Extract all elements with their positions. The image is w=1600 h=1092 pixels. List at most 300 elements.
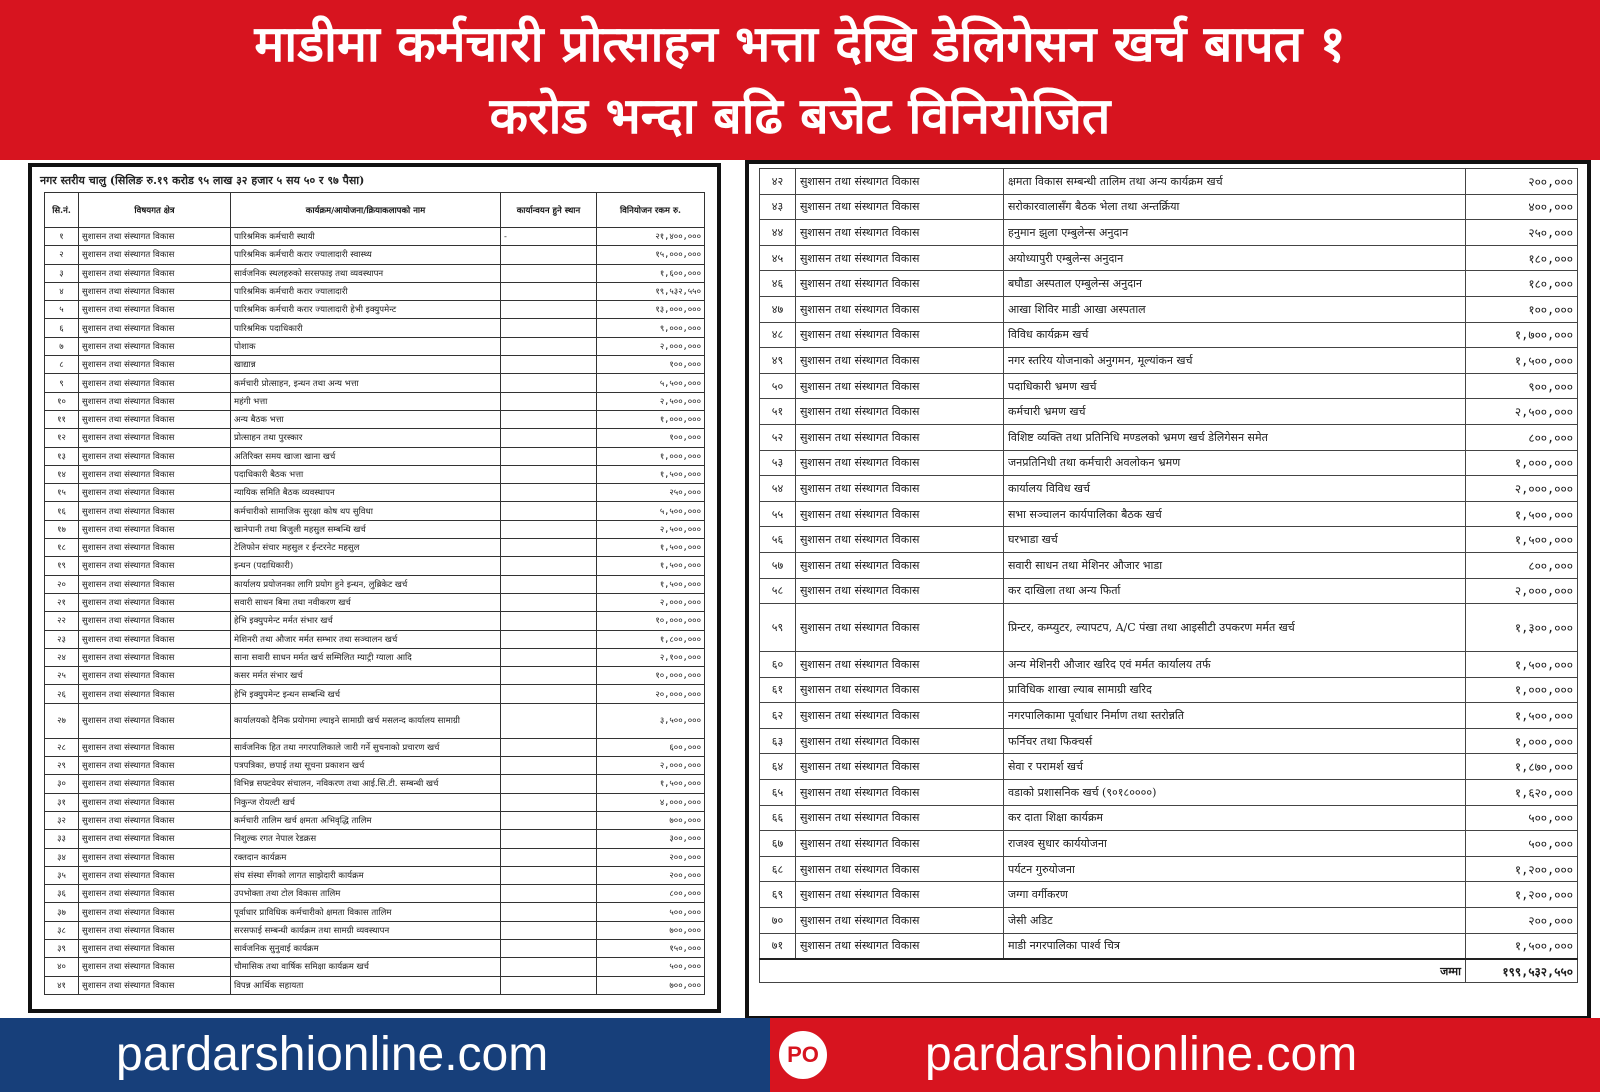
- row-program-name: कार्यालयको दैनिक प्रयोगमा ल्याइने सामाग्री खर्च मसलन्द कार्यालय सामाग्री: [231, 703, 501, 738]
- table-row: [45, 264, 705, 282]
- table-row: [45, 319, 705, 337]
- row-place: [501, 830, 597, 848]
- table-row: [45, 793, 705, 811]
- row-program-name: सार्वजनिक स्थलहरुको सरसफाइ तथा व्यवस्थापन: [231, 264, 501, 282]
- table-row: [45, 939, 705, 957]
- row-program-name: राजश्व सुधार कार्ययोजना: [1004, 831, 1466, 857]
- table-row: [760, 424, 1578, 450]
- row-number: ४८: [760, 322, 796, 348]
- row-sector: सुशासन तथा संस्थागत विकास: [796, 220, 1004, 246]
- row-number: ३०: [45, 775, 79, 793]
- table-row: [760, 703, 1578, 729]
- row-number: ४३: [760, 194, 796, 220]
- row-program-name: जेसी अडिट: [1004, 908, 1466, 934]
- table-row: [45, 539, 705, 557]
- row-amount: ८००,०००: [1466, 424, 1578, 450]
- headline-banner: [0, 0, 1600, 160]
- row-program-name: कर्मचारी तालिम खर्च क्षमता अभिवृद्धि तालिम: [231, 811, 501, 829]
- row-program-name: क्षमता विकास सम्बन्धी तालिम तथा अन्य कार्यक्रम खर्च: [1004, 169, 1466, 195]
- row-program-name: बघौडा अस्पताल एम्बुलेन्स अनुदान: [1004, 271, 1466, 297]
- table-row: [760, 552, 1578, 578]
- row-number: ५५: [760, 501, 796, 527]
- row-program-name: कर दाता शिक्षा कार्यक्रम: [1004, 805, 1466, 831]
- row-sector: सुशासन तथा संस्थागत विकास: [79, 921, 231, 939]
- row-sector: सुशासन तथा संस्थागत विकास: [79, 520, 231, 538]
- row-program-name: जनप्रतिनिधी तथा कर्मचारी अवलोकन भ्रमण: [1004, 450, 1466, 476]
- row-program-name: संघ संस्था सँगको लागत साझेदारी कार्यक्रम: [231, 866, 501, 884]
- row-amount: १००,०००: [597, 356, 705, 374]
- table-row: [45, 484, 705, 502]
- row-program-name: इन्धन (पदाधिकारी): [231, 557, 501, 575]
- row-place: [501, 246, 597, 264]
- row-amount: २,०००,०००: [597, 337, 705, 355]
- row-program-name: प्रोत्साहन तथा पुरस्कार: [231, 429, 501, 447]
- row-sector: सुशासन तथा संस्थागत विकास: [79, 465, 231, 483]
- table-row: [45, 557, 705, 575]
- row-number: ३३: [45, 830, 79, 848]
- table-row: [45, 738, 705, 756]
- row-sector: सुशासन तथा संस्थागत विकास: [796, 194, 1004, 220]
- row-amount: १,०००,०००: [597, 410, 705, 428]
- total-amount: १९९,५३२,५५०: [1466, 959, 1578, 983]
- table-row: [760, 831, 1578, 857]
- row-number: ५१: [760, 399, 796, 425]
- website-url[interactable]: pardarshionline.com: [116, 1028, 549, 1081]
- table-row: [760, 501, 1578, 527]
- row-program-name: कर्मचारी प्रोत्साहन, इन्धन तथा अन्य भत्ता: [231, 374, 501, 392]
- row-sector: सुशासन तथा संस्थागत विकास: [796, 604, 1004, 652]
- row-amount: २,५००,०००: [1466, 399, 1578, 425]
- row-sector: सुशासन तथा संस्थागत विकास: [79, 282, 231, 300]
- table-row: [760, 169, 1578, 195]
- row-amount: १,२००,०००: [1466, 856, 1578, 882]
- row-sector: सुशासन तथा संस्थागत विकास: [79, 356, 231, 374]
- row-program-name: निकुन्ज रोयल्टी खर्च: [231, 793, 501, 811]
- row-amount: २,०००,०००: [597, 593, 705, 611]
- row-amount: १,५००,०००: [1466, 703, 1578, 729]
- row-sector: सुशासन तथा संस्थागत विकास: [796, 882, 1004, 908]
- row-number: ५८: [760, 578, 796, 604]
- row-amount: २००,०००: [1466, 169, 1578, 195]
- row-number: १६: [45, 502, 79, 520]
- row-number: १३: [45, 447, 79, 465]
- table-row: [45, 630, 705, 648]
- budget-table-left: [44, 192, 705, 995]
- row-place: [501, 374, 597, 392]
- row-sector: सुशासन तथा संस्थागत विकास: [79, 502, 231, 520]
- row-number: ४४: [760, 220, 796, 246]
- table-row: [45, 976, 705, 994]
- row-number: ४६: [760, 271, 796, 297]
- row-amount: १,२००,०००: [1466, 882, 1578, 908]
- row-program-name: पारिश्रमिक पदाधिकारी: [231, 319, 501, 337]
- table-header-row: [45, 193, 705, 228]
- row-program-name: वडाको प्रशासनिक खर्च (९०१८००००): [1004, 780, 1466, 806]
- row-sector: सुशासन तथा संस्थागत विकास: [796, 703, 1004, 729]
- row-amount: ३००,०००: [597, 830, 705, 848]
- row-place: [501, 866, 597, 884]
- row-program-name: अतिरिक्त समय खाजा खाना खर्च: [231, 447, 501, 465]
- row-sector: सुशासन तथा संस्थागत विकास: [79, 685, 231, 703]
- row-sector: सुशासन तथा संस्थागत विकास: [796, 296, 1004, 322]
- row-amount: २५०,०००: [597, 484, 705, 502]
- row-program-name: प्रिन्टर, कम्प्युटर, ल्यापटप, A/C पंखा तथा आइसीटी उपकरण मर्मत खर्च: [1004, 604, 1466, 652]
- row-sector: सुशासन तथा संस्थागत विकास: [796, 677, 1004, 703]
- row-amount: २,०००,०००: [1466, 578, 1578, 604]
- row-sector: सुशासन तथा संस्थागत विकास: [79, 575, 231, 593]
- column-header-sn: सि.नं.: [45, 193, 79, 228]
- table-row: [760, 882, 1578, 908]
- row-program-name: खानेपानी तथा बिजुली महसुल सम्बन्धि खर्च: [231, 520, 501, 538]
- row-number: ११: [45, 410, 79, 428]
- table-row: [45, 246, 705, 264]
- row-amount: २००,०००: [1466, 908, 1578, 934]
- table-row: [45, 612, 705, 630]
- table-row: [760, 194, 1578, 220]
- website-url[interactable]: pardarshionline.com: [925, 1028, 1358, 1081]
- table-row: [45, 282, 705, 300]
- row-number: ३७: [45, 903, 79, 921]
- row-number: ७०: [760, 908, 796, 934]
- table-row: [45, 648, 705, 666]
- row-sector: सुशासन तथा संस्थागत विकास: [796, 169, 1004, 195]
- headline: [0, 8, 1600, 152]
- row-number: २४: [45, 648, 79, 666]
- table-row: [760, 677, 1578, 703]
- row-amount: १,५००,०००: [1466, 501, 1578, 527]
- row-number: ३६: [45, 885, 79, 903]
- row-sector: सुशासन तथा संस्थागत विकास: [79, 228, 231, 246]
- footer-right: [770, 1018, 1600, 1092]
- budget-document-right: [745, 160, 1591, 1020]
- row-amount: १,०००,०००: [1466, 728, 1578, 754]
- table-row: [45, 667, 705, 685]
- row-amount: ५,५००,०००: [597, 374, 705, 392]
- row-sector: सुशासन तथा संस्थागत विकास: [79, 703, 231, 738]
- row-sector: सुशासन तथा संस्थागत विकास: [796, 578, 1004, 604]
- table-row: [45, 757, 705, 775]
- row-number: ४: [45, 282, 79, 300]
- row-place: [501, 502, 597, 520]
- row-program-name: पारिश्रमिक कर्मचारी करार ज्यालादारी हेभी इक्युपमेन्ट: [231, 301, 501, 319]
- table-row: [760, 856, 1578, 882]
- row-program-name: हनुमान झुला एम्बुलेन्स अनुदान: [1004, 220, 1466, 246]
- row-amount: १००,०००: [1466, 296, 1578, 322]
- row-amount: २,५००,०००: [597, 392, 705, 410]
- row-amount: ५००,०००: [1466, 805, 1578, 831]
- column-header-place: कार्यान्वयन हुने स्थान: [501, 193, 597, 228]
- table-row: [760, 908, 1578, 934]
- row-sector: सुशासन तथा संस्थागत विकास: [79, 593, 231, 611]
- table-body-right: [760, 169, 1578, 960]
- table-row: [760, 245, 1578, 271]
- row-program-name: विभिन्न सफ्टवेयर संचालन, नविकरण तथा आई.सि.टी. सम्बन्धी खर्च: [231, 775, 501, 793]
- row-place: [501, 575, 597, 593]
- row-program-name: हेभि इक्युपमेन्ट इन्धन सम्बन्धि खर्च: [231, 685, 501, 703]
- row-program-name: विविध कार्यक्रम खर्च: [1004, 322, 1466, 348]
- row-place: [501, 976, 597, 994]
- row-sector: सुशासन तथा संस्थागत विकास: [79, 830, 231, 848]
- row-place: [501, 939, 597, 957]
- table-row: [45, 301, 705, 319]
- column-header-sector: विषयगत क्षेत्र: [79, 193, 231, 228]
- row-place: [501, 410, 597, 428]
- row-sector: सुशासन तथा संस्थागत विकास: [79, 958, 231, 976]
- row-program-name: फर्निचर तथा फिक्चर्स: [1004, 728, 1466, 754]
- table-row: [45, 447, 705, 465]
- table-row: [45, 775, 705, 793]
- row-sector: सुशासन तथा संस्थागत विकास: [79, 811, 231, 829]
- row-program-name: निशुल्क रगत नेपाल रेडक्रस: [231, 830, 501, 848]
- row-sector: सुशासन तथा संस्थागत विकास: [796, 831, 1004, 857]
- row-program-name: घरभाडा खर्च: [1004, 527, 1466, 553]
- row-amount: १,५००,०००: [597, 775, 705, 793]
- row-sector: सुशासन तथा संस्थागत विकास: [79, 429, 231, 447]
- table-row: [45, 502, 705, 520]
- row-number: ६१: [760, 677, 796, 703]
- table-row: [45, 337, 705, 355]
- row-sector: सुशासन तथा संस्थागत विकास: [79, 374, 231, 392]
- row-amount: १५०,०००: [597, 939, 705, 957]
- row-amount: ५००,०००: [1466, 831, 1578, 857]
- row-number: ६२: [760, 703, 796, 729]
- row-sector: सुशासन तथा संस्थागत विकास: [79, 301, 231, 319]
- table-row: [760, 754, 1578, 780]
- document-heading: नगर स्तरीय चालु (सिलिङ रु.१९ करोड ९५ लाख ३२ हजार ५ सय ५० र ९७ पैसा): [40, 174, 365, 187]
- row-sector: सुशासन तथा संस्थागत विकास: [79, 539, 231, 557]
- row-sector: सुशासन तथा संस्थागत विकास: [796, 424, 1004, 450]
- row-amount: १,०००,०००: [1466, 450, 1578, 476]
- row-amount: ९००,०००: [1466, 373, 1578, 399]
- table-row: [45, 685, 705, 703]
- row-number: १७: [45, 520, 79, 538]
- row-place: -: [501, 228, 597, 246]
- row-number: ५७: [760, 552, 796, 578]
- row-number: ५०: [760, 373, 796, 399]
- row-number: ३: [45, 264, 79, 282]
- row-sector: सुशासन तथा संस्थागत विकास: [79, 337, 231, 355]
- row-program-name: चौमासिक तथा वार्षिक समिक्षा कार्यक्रम खर्च: [231, 958, 501, 976]
- table-row: [760, 220, 1578, 246]
- table-row: [45, 356, 705, 374]
- row-number: ७: [45, 337, 79, 355]
- row-number: १२: [45, 429, 79, 447]
- row-amount: २,०००,०००: [597, 757, 705, 775]
- budget-table-right: [759, 168, 1578, 983]
- table-row: [45, 465, 705, 483]
- row-number: ५२: [760, 424, 796, 450]
- headline-line-2: करोड भन्दा बढि बजेट विनियोजित: [489, 87, 1111, 145]
- table-row: [45, 429, 705, 447]
- row-amount: २०,०००,०००: [597, 685, 705, 703]
- row-program-name: सभा सञ्चालन कार्यपालिका बैठक खर्च: [1004, 501, 1466, 527]
- row-program-name: माडी नगरपालिका पार्श्व चित्र: [1004, 933, 1466, 959]
- row-program-name: पत्रपत्रिका, छपाई तथा सूचना प्रकाशन खर्च: [231, 757, 501, 775]
- row-amount: १,५००,०००: [1466, 933, 1578, 959]
- row-place: [501, 903, 597, 921]
- row-sector: सुशासन तथा संस्थागत विकास: [79, 793, 231, 811]
- row-sector: सुशासन तथा संस्थागत विकास: [796, 856, 1004, 882]
- row-amount: १०,०००,०००: [597, 612, 705, 630]
- row-amount: १,५००,०००: [597, 575, 705, 593]
- row-place: [501, 667, 597, 685]
- row-number: ६: [45, 319, 79, 337]
- row-program-name: न्यायिक समिति बैठक व्यवस्थापन: [231, 484, 501, 502]
- row-place: [501, 630, 597, 648]
- row-program-name: पदाधिकारी बैठक भत्ता: [231, 465, 501, 483]
- row-amount: ४,०००,०००: [597, 793, 705, 811]
- table-row: [760, 527, 1578, 553]
- table-row: [45, 848, 705, 866]
- row-amount: ६००,०००: [597, 738, 705, 756]
- row-sector: सुशासन तथा संस्थागत विकास: [79, 612, 231, 630]
- row-amount: २००,०००: [597, 848, 705, 866]
- row-program-name: कसर मर्मत संभार खर्च: [231, 667, 501, 685]
- table-row: [45, 885, 705, 903]
- row-number: ४१: [45, 976, 79, 994]
- row-number: ६५: [760, 780, 796, 806]
- row-amount: ७००,०००: [597, 921, 705, 939]
- column-header-amount: विनियोजन रकम रु.: [597, 193, 705, 228]
- row-number: २१: [45, 593, 79, 611]
- row-program-name: सवारी साधन बिमा तथा नवीकरण खर्च: [231, 593, 501, 611]
- table-row: [760, 578, 1578, 604]
- row-sector: सुशासन तथा संस्थागत विकास: [796, 373, 1004, 399]
- row-amount: १,६००,०००: [597, 264, 705, 282]
- row-amount: १०,०००,०००: [597, 667, 705, 685]
- row-program-name: सरसफाई सम्बन्धी कार्यक्रम तथा सामग्री व्यवस्थापन: [231, 921, 501, 939]
- row-sector: सुशासन तथा संस्थागत विकास: [79, 484, 231, 502]
- row-program-name: पारिश्रमिक कर्मचारी स्थायी: [231, 228, 501, 246]
- row-amount: ७००,०००: [597, 976, 705, 994]
- table-row: [45, 392, 705, 410]
- row-number: ५४: [760, 476, 796, 502]
- table-row: [760, 450, 1578, 476]
- row-amount: ५००,०००: [597, 958, 705, 976]
- row-amount: १,८००,०००: [597, 630, 705, 648]
- row-sector: सुशासन तथा संस्थागत विकास: [79, 757, 231, 775]
- row-number: २३: [45, 630, 79, 648]
- row-number: ६९: [760, 882, 796, 908]
- row-place: [501, 301, 597, 319]
- row-place: [501, 447, 597, 465]
- row-number: ३२: [45, 811, 79, 829]
- table-row: [45, 903, 705, 921]
- row-program-name: अयोध्यापुरी एम्बुलेन्स अनुदान: [1004, 245, 1466, 271]
- row-program-name: उपभोक्ता तथा टोल विकास तालिम: [231, 885, 501, 903]
- row-place: [501, 356, 597, 374]
- table-row: [760, 348, 1578, 374]
- row-program-name: पदाधिकारी भ्रमण खर्च: [1004, 373, 1466, 399]
- row-place: [501, 648, 597, 666]
- row-program-name: टेलिफोन संचार महसुल र ईन्टरनेट महसुल: [231, 539, 501, 557]
- row-place: [501, 593, 597, 611]
- row-program-name: कर दाखिला तथा अन्य फिर्ता: [1004, 578, 1466, 604]
- table-row: [45, 410, 705, 428]
- headline-line-1: माडीमा कर्मचारी प्रोत्साहन भत्ता देखि डेलिगेसन खर्च बापत १: [254, 15, 1346, 73]
- row-sector: सुशासन तथा संस्थागत विकास: [79, 738, 231, 756]
- row-program-name: नगर स्तरिय योजनाको अनुगमन, मूल्यांकन खर्च: [1004, 348, 1466, 374]
- row-sector: सुशासन तथा संस्थागत विकास: [796, 728, 1004, 754]
- budget-document-left: [28, 163, 721, 1013]
- row-number: ३८: [45, 921, 79, 939]
- row-amount: १५,०००,०००: [597, 246, 705, 264]
- row-amount: १,६२०,०००: [1466, 780, 1578, 806]
- row-sector: सुशासन तथा संस्थागत विकास: [79, 392, 231, 410]
- table-row: [45, 703, 705, 738]
- row-amount: २००,०००: [597, 866, 705, 884]
- row-place: [501, 848, 597, 866]
- row-place: [501, 685, 597, 703]
- row-number: ६६: [760, 805, 796, 831]
- row-number: ४०: [45, 958, 79, 976]
- row-amount: ३,५००,०००: [597, 703, 705, 738]
- row-sector: सुशासन तथा संस्थागत विकास: [796, 348, 1004, 374]
- row-place: [501, 557, 597, 575]
- row-program-name: सार्वजनिक सुनुवाई कार्यक्रम: [231, 939, 501, 957]
- row-sector: सुशासन तथा संस्थागत विकास: [796, 780, 1004, 806]
- row-number: ५६: [760, 527, 796, 553]
- table-row: [760, 780, 1578, 806]
- row-amount: ४००,०००: [1466, 194, 1578, 220]
- row-place: [501, 429, 597, 447]
- row-number: १: [45, 228, 79, 246]
- row-amount: २,१००,०००: [597, 648, 705, 666]
- row-number: ५९: [760, 604, 796, 652]
- row-program-name: सवारी साधन तथा मेशिनर औजार भाडा: [1004, 552, 1466, 578]
- row-amount: १,०००,०००: [1466, 677, 1578, 703]
- row-program-name: आखा शिविर माडी आखा अस्पताल: [1004, 296, 1466, 322]
- row-program-name: महंगी भत्ता: [231, 392, 501, 410]
- footer-left: [0, 1018, 770, 1092]
- row-sector: सुशासन तथा संस्थागत विकास: [79, 447, 231, 465]
- row-number: ३१: [45, 793, 79, 811]
- row-program-name: कार्यालय विविध खर्च: [1004, 476, 1466, 502]
- row-place: [501, 520, 597, 538]
- table-row: [45, 830, 705, 848]
- row-program-name: प्राविधिक शाखा ल्याब सामाग्री खरिद: [1004, 677, 1466, 703]
- row-program-name: नगरपालिकामा पूर्वाधार निर्माण तथा स्तरोन्नति: [1004, 703, 1466, 729]
- row-program-name: कार्यालय प्रयोजनका लागि प्रयोग हुने इन्धन, लुब्रिकेट खर्च: [231, 575, 501, 593]
- row-place: [501, 738, 597, 756]
- row-amount: १,०००,०००: [597, 447, 705, 465]
- table-row: [760, 296, 1578, 322]
- table-row: [760, 322, 1578, 348]
- row-amount: १००,०००: [597, 429, 705, 447]
- row-number: २: [45, 246, 79, 264]
- row-place: [501, 337, 597, 355]
- row-number: ६०: [760, 652, 796, 678]
- row-amount: ८००,०००: [1466, 552, 1578, 578]
- row-sector: सुशासन तथा संस्थागत विकास: [79, 410, 231, 428]
- row-sector: सुशासन तथा संस्थागत विकास: [79, 885, 231, 903]
- row-amount: ५,५००,०००: [597, 502, 705, 520]
- table-row: [45, 958, 705, 976]
- row-number: २०: [45, 575, 79, 593]
- row-amount: ७००,०००: [597, 811, 705, 829]
- row-sector: सुशासन तथा संस्थागत विकास: [796, 501, 1004, 527]
- row-program-name: पारिश्रमिक कर्मचारी करार ज्यालादारी स्वास्थ्य: [231, 246, 501, 264]
- row-sector: सुशासन तथा संस्थागत विकास: [796, 322, 1004, 348]
- row-sector: सुशासन तथा संस्थागत विकास: [796, 908, 1004, 934]
- table-row: [45, 866, 705, 884]
- row-number: ३४: [45, 848, 79, 866]
- row-number: १९: [45, 557, 79, 575]
- row-place: [501, 885, 597, 903]
- table-row: [45, 921, 705, 939]
- row-amount: २१,४००,०००: [597, 228, 705, 246]
- table-row: [760, 604, 1578, 652]
